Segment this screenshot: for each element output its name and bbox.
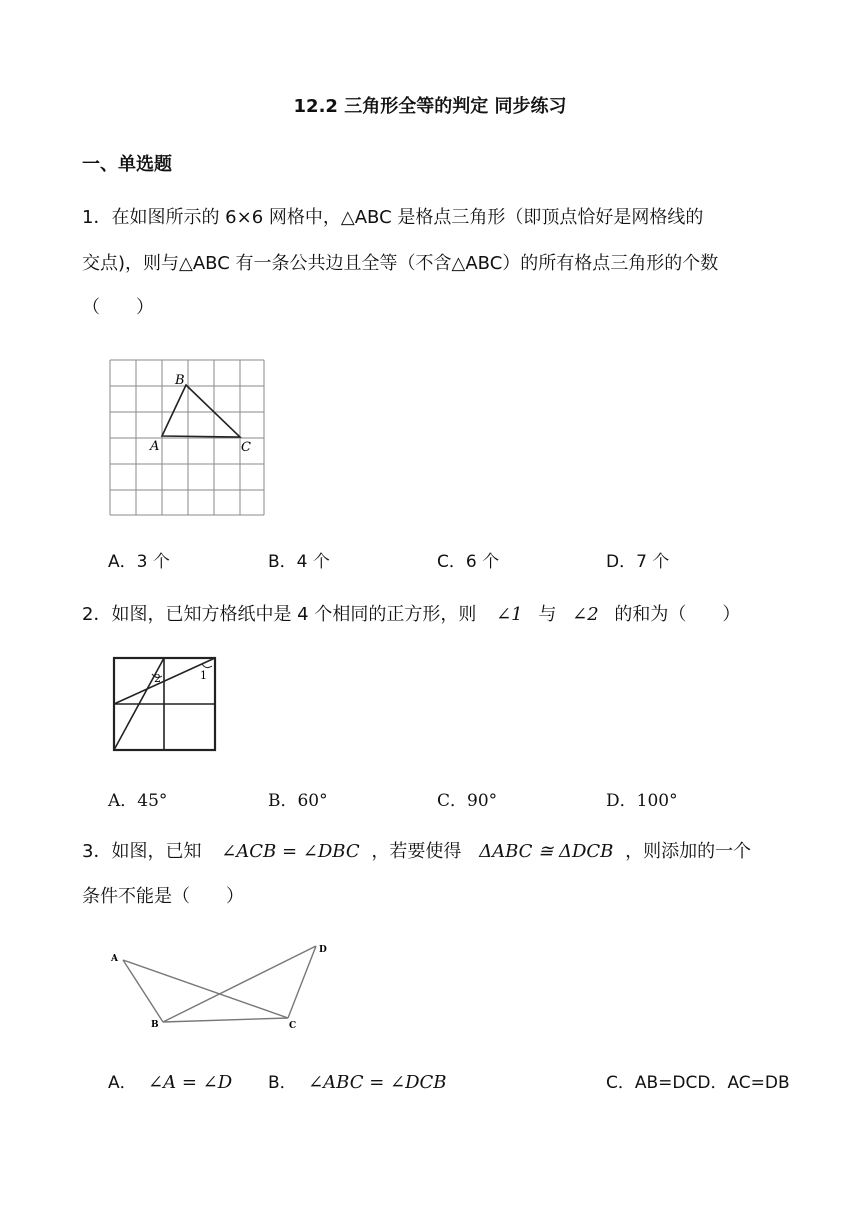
- q2-option-a: A．45°: [108, 791, 168, 811]
- q3-label-b: B: [151, 1020, 159, 1030]
- page-title: 12.2 三角形全等的判定 同步练习: [293, 96, 567, 117]
- q1-option-c: C．6 个: [437, 552, 500, 572]
- q1-line2: 交点)，则与△ABC 有一条公共边且全等（不含△ABC）的所有格点三角形的个数: [82, 253, 719, 274]
- q3-option-cd: C．AB=DCD．AC=DB: [606, 1073, 790, 1093]
- q1-label-a: A: [150, 439, 160, 454]
- q3-triangles-figure: [105, 938, 335, 1034]
- q1-label-b: B: [175, 373, 185, 388]
- q2-angle-2: ∠2: [572, 604, 599, 625]
- q3-given-condition: ∠ACB = ∠DBC: [221, 841, 360, 862]
- q2-option-b: B．60°: [268, 791, 328, 811]
- q3-text-before: 3．如图，已知: [82, 841, 202, 862]
- q1-option-b: B．4 个: [268, 552, 330, 572]
- q3-line2: 条件不能是（ ）: [82, 886, 244, 907]
- q1-grid-figure: [108, 358, 268, 518]
- section-heading: 一、单选题: [82, 154, 172, 175]
- q3-option-b-prefix: B．: [268, 1073, 297, 1093]
- q3-congruence-goal: ΔABC ≅ ΔDCB: [479, 841, 614, 862]
- q1-option-d: D．7 个: [606, 552, 670, 572]
- q2-label-2: 2: [154, 672, 161, 685]
- q3-option-b-math: ∠ABC = ∠DCB: [308, 1072, 447, 1093]
- q3-mid-text: ，若要使得: [371, 841, 462, 862]
- q2-text-after: 的和为（ ）: [614, 604, 741, 625]
- q2-label-1: 1: [200, 669, 207, 682]
- q1-line1: 1．在如图所示的 6×6 网格中，△ABC 是格点三角形（即顶点恰好是网格线的: [82, 207, 704, 228]
- q2-stem: [82, 597, 740, 633]
- q3-option-a: [108, 1068, 232, 1093]
- q1-option-a: A．3 个: [108, 552, 170, 572]
- q3-option-a-prefix: A．: [108, 1073, 137, 1093]
- q2-angle-1: ∠1: [496, 604, 523, 625]
- q1-label-c: C: [241, 440, 251, 455]
- q3-option-b: [268, 1068, 447, 1093]
- q2-squares-figure: [112, 656, 222, 754]
- q3-label-a: A: [111, 954, 118, 964]
- q2-text-before: 2．如图，已知方格纸中是 4 个相同的正方形，则: [82, 604, 477, 625]
- q2-mid-text: 与: [538, 604, 557, 625]
- q3-option-a-math: ∠A = ∠D: [148, 1072, 233, 1093]
- q3-text-after: ，则添加的一个: [625, 841, 752, 862]
- q3-stem: [82, 834, 751, 870]
- triangle-abc: [162, 385, 240, 437]
- q3-label-d: D: [319, 945, 327, 955]
- q2-option-c: C．90°: [437, 791, 498, 811]
- q3-label-c: C: [289, 1021, 297, 1031]
- q1-line3: （ ）: [82, 297, 154, 318]
- q2-option-d: D．100°: [606, 791, 678, 811]
